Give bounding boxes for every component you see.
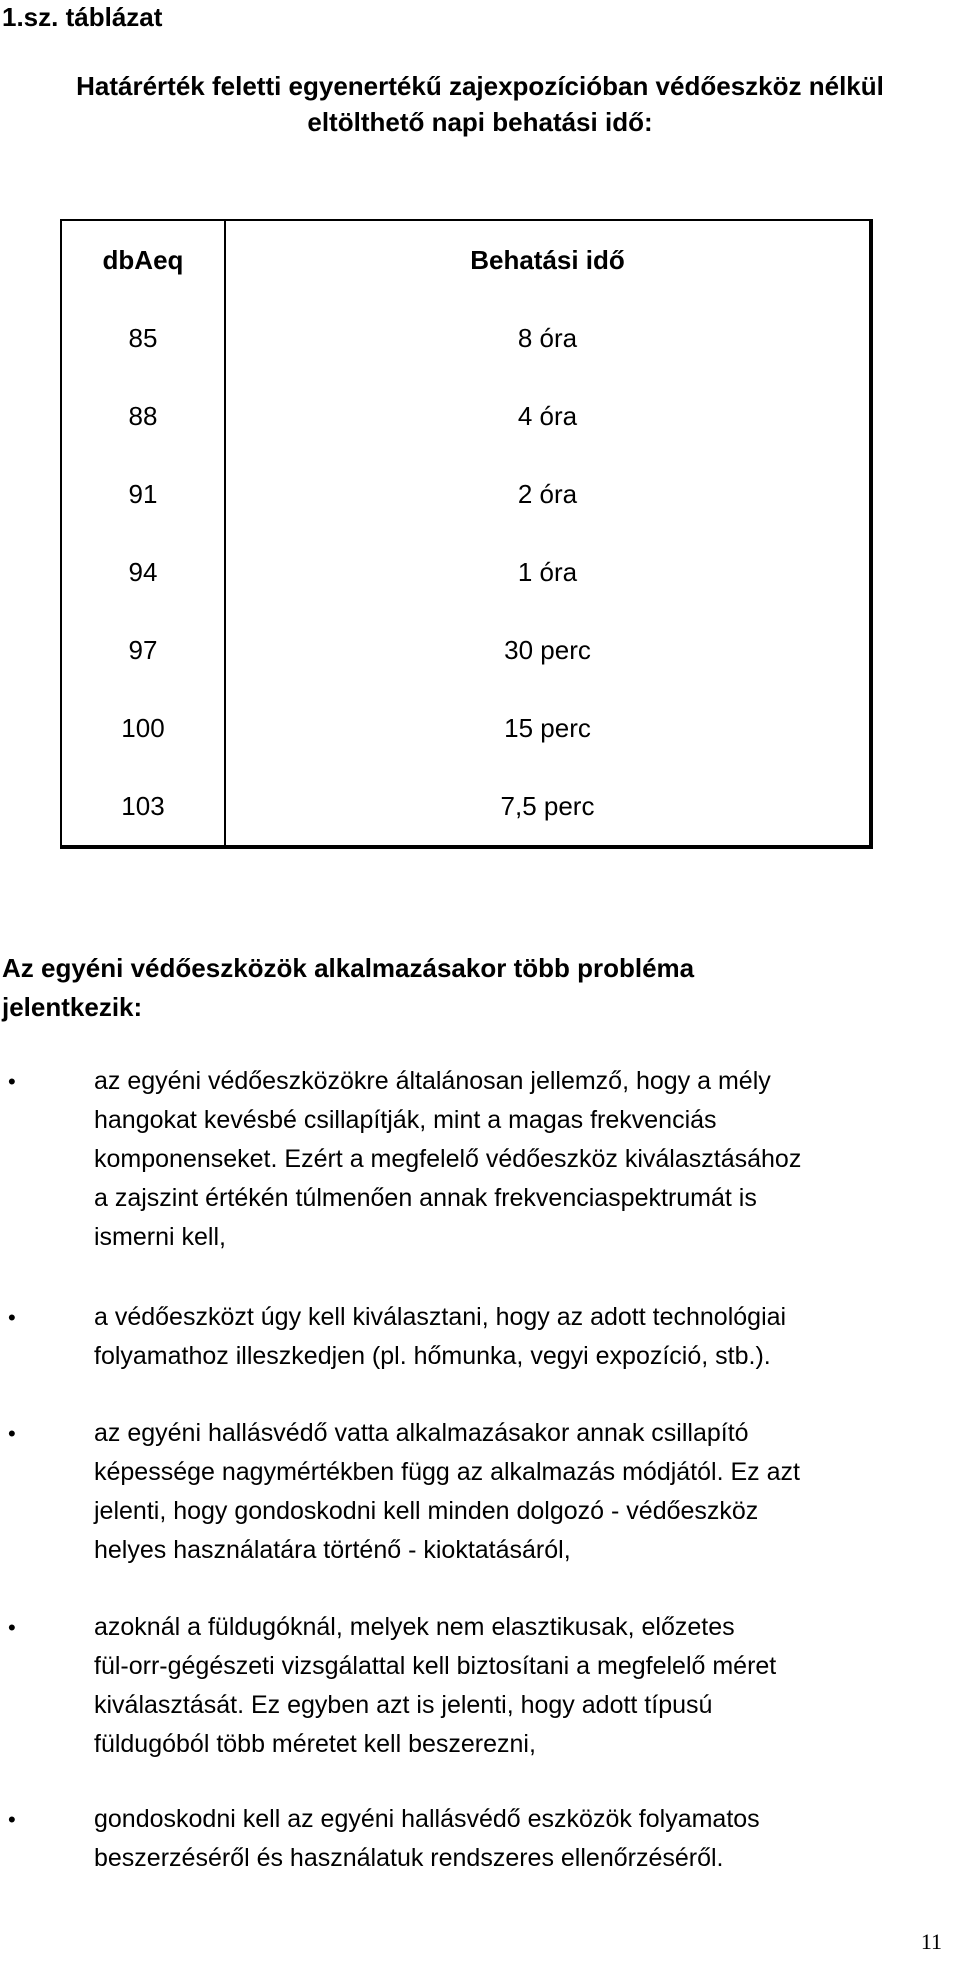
text-line: azoknál a füldugóknál, melyek nem elasztikusak, előzetes <box>94 1613 735 1641</box>
text-line: ismerni kell, <box>94 1223 226 1251</box>
list-item-text <box>94 1062 950 1257</box>
table-row <box>61 299 871 377</box>
table-title <box>0 68 960 140</box>
table-cell-level: 94 <box>61 533 225 611</box>
table-row <box>61 377 871 455</box>
table-row <box>61 689 871 767</box>
text-line: az egyéni hallásvédő vatta alkalmazásakor annak csillapító <box>94 1419 749 1447</box>
table-cell-time: 15 perc <box>504 712 591 743</box>
bullet-icon: • <box>8 1421 16 1446</box>
title-line: eltölthető napi behatási idő: <box>307 107 653 137</box>
text-line: folyamathoz illeszkedjen (pl. hőmunka, vegyi expozíció, stb.). <box>94 1342 771 1370</box>
table-cell-level: 100 <box>61 689 225 767</box>
list-item-text <box>94 1414 950 1570</box>
list-item-text <box>94 1800 950 1878</box>
heading-line: Az egyéni védőeszközök alkalmazásakor több probléma <box>2 953 695 983</box>
list-item-text <box>94 1298 950 1376</box>
table-cell-level: 97 <box>61 611 225 689</box>
table-row <box>61 767 871 847</box>
table-cell-level: 91 <box>61 455 225 533</box>
section-heading <box>2 949 902 1027</box>
table-cell-level: 103 <box>61 767 225 847</box>
text-line: fül-orr-gégészeti vizsgálattal kell biztosítani a megfelelő méret <box>94 1652 777 1680</box>
text-line: az egyéni védőeszközökre általánosan jellemző, hogy a mély <box>94 1067 771 1095</box>
table-cell-time: 1 óra <box>517 556 578 587</box>
page-number: 11 <box>920 1929 942 1954</box>
table-header-row <box>61 220 871 299</box>
text-line: füldugóból több méretet kell beszerezni, <box>94 1730 536 1758</box>
table-cell-time: 2 óra <box>517 478 578 509</box>
table-cell-time: 7,5 perc <box>500 790 595 821</box>
text-line: beszerzéséről és használatuk rendszeres ellenőrzéséről. <box>94 1844 724 1872</box>
exposure-time-table <box>60 219 873 849</box>
text-line: komponenseket. Ezért a megfelelő védőeszköz kiválasztásához <box>94 1145 802 1173</box>
bullet-icon: • <box>8 1305 16 1330</box>
bullet-icon: • <box>8 1615 16 1640</box>
bullet-icon: • <box>8 1069 16 1094</box>
heading-line: jelentkezik: <box>2 992 143 1022</box>
table-cell-level: 85 <box>61 299 225 377</box>
list-item-text <box>94 1608 950 1764</box>
table-cell-time: 4 óra <box>517 400 578 431</box>
text-line: hangokat kevésbé csillapítják, mint a magas frekvenciás <box>94 1106 717 1134</box>
table-cell-level: 88 <box>61 377 225 455</box>
header-dbaeq: dbAeq <box>61 220 225 299</box>
table-row <box>61 611 871 689</box>
text-line: jelenti, hogy gondoskodni kell minden dolgozó - védőeszköz <box>94 1497 759 1525</box>
text-line: helyes használatára történő - kioktatásáról, <box>94 1536 571 1564</box>
text-line: a zajszint értékén túlmenően annak frekvenciaspektrumát is <box>94 1184 757 1212</box>
table-caption: 1.sz. táblázat <box>2 2 163 32</box>
bullet-icon: • <box>8 1807 16 1832</box>
title-line: Határérték feletti egyenertékű zajexpozícióban védőeszköz nélkül <box>76 71 884 101</box>
table-row <box>61 455 871 533</box>
text-line: a védőeszközt úgy kell kiválasztani, hogy az adott technológiai <box>94 1303 787 1331</box>
table-cell-time: 30 perc <box>504 634 591 665</box>
text-line: gondoskodni kell az egyéni hallásvédő eszközök folyamatos <box>94 1805 760 1833</box>
table-row <box>61 533 871 611</box>
table-cell-time: 8 óra <box>517 322 578 353</box>
text-line: kiválasztását. Ez egyben azt is jelenti, hogy adott típusú <box>94 1691 713 1719</box>
text-line: képessége nagymértékben függ az alkalmazás módjától. Ez azt <box>94 1458 800 1486</box>
header-exposure-time: Behatási idő <box>470 244 625 275</box>
